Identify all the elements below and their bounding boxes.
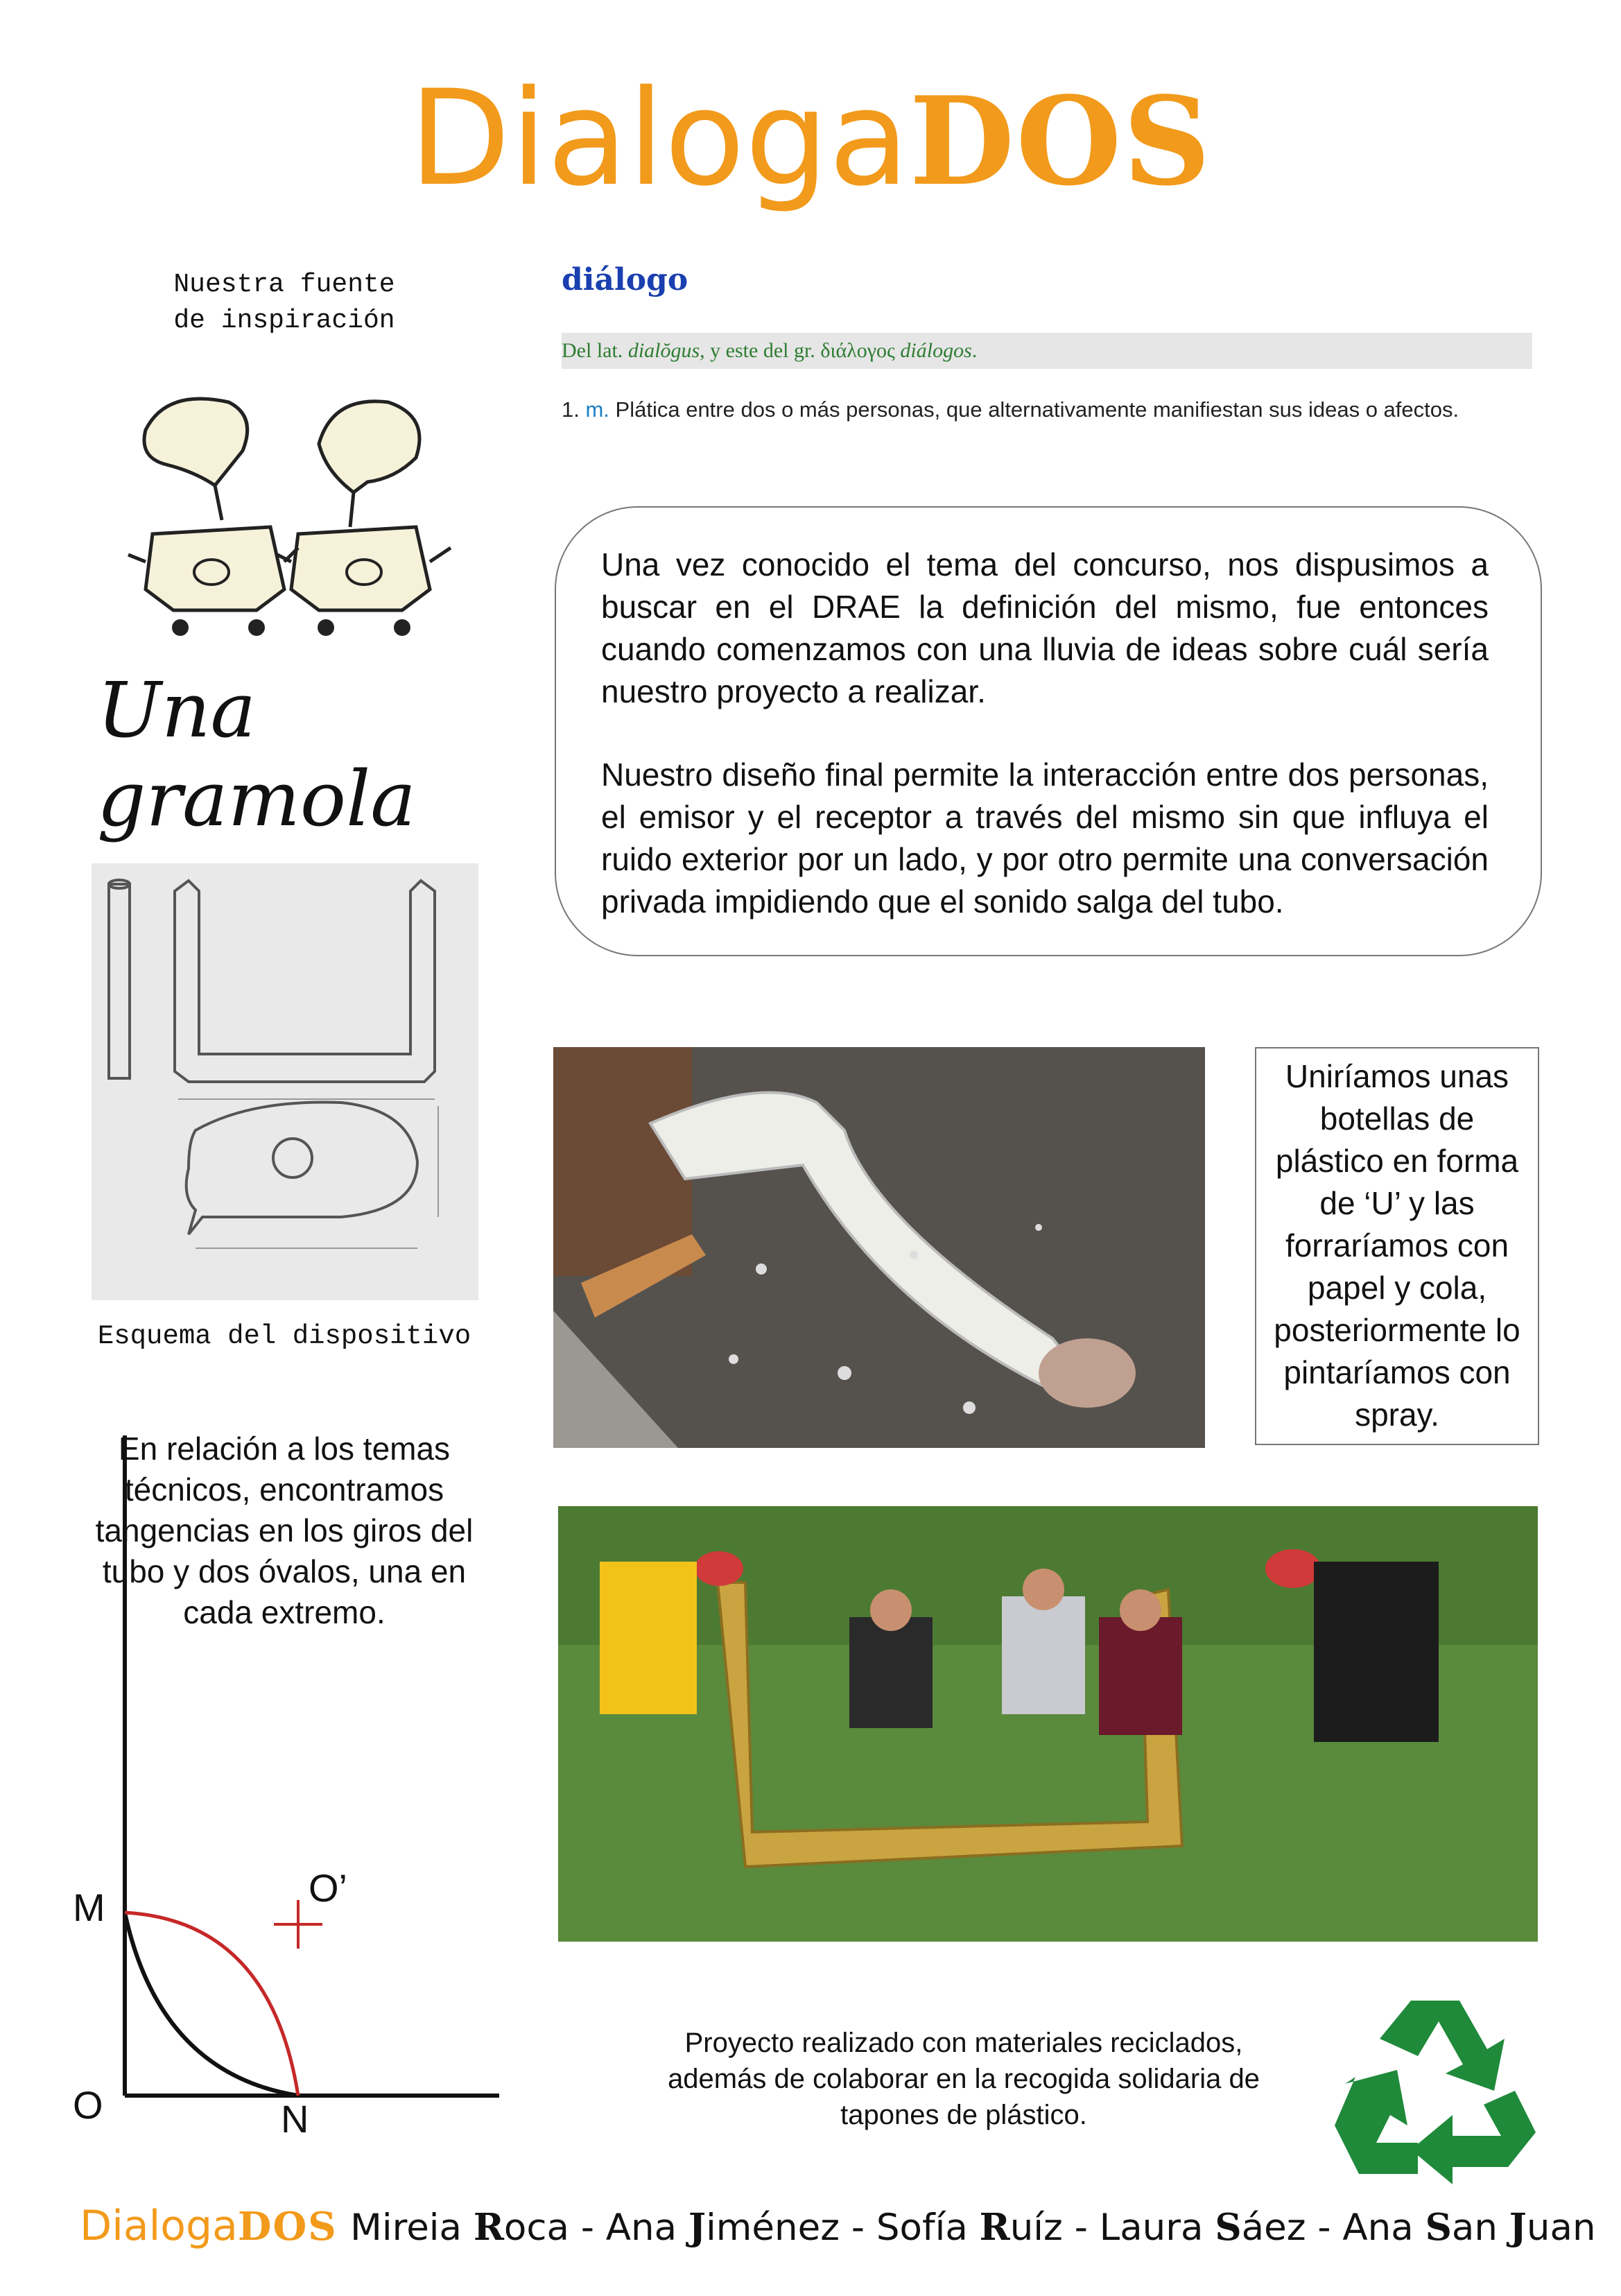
recycle-text: Proyecto realizado con materiales reciclados, además de colaborar en la recogida solidaria de tapones de plástico. [668, 2028, 1260, 2130]
author-2: Ana Jiménez [605, 2206, 840, 2249]
dictionary-sense: 1. m. Plática entre dos o más personas, que alternativamente manifiestan sus ideas o afectos. [562, 397, 1459, 422]
label-o: O [73, 2083, 103, 2127]
inspiration-label: Nuestra fuente de inspiración [173, 270, 395, 336]
label-o-prime: O’ [309, 1866, 347, 1910]
technical-text: En relación a los temas técnicos, encontramos tangencias en los giros del tubo y dos óvalos, una en cada extremo. [95, 1431, 474, 1630]
label-m: M [73, 1885, 105, 1929]
intro-paragraph-1: Una vez conocido el tema del concurso, nos dispusimos a buscar en el DRAE la definición del mismo, fue entonces cuando comenzamos con una lluvia de ideas sobre cuál sería nuestro proyecto a realizar. [601, 546, 1489, 709]
recycle-icon [1328, 1987, 1543, 2188]
footer-logo-light: Dialoga [80, 2202, 238, 2250]
label-n: N [281, 2097, 309, 2136]
photo-group-device-art [558, 1506, 1538, 1942]
photo-bottle-tube [553, 1047, 1205, 1448]
footer [80, 2202, 1596, 2250]
photo-group-device [558, 1506, 1538, 1942]
header-logo [0, 62, 1621, 215]
process-text: Uniríamos unas botellas de plástico en forma de ‘U’ y las forraríamos con papel y cola, posteriormente lo pintaríamos con spray. [1274, 1058, 1520, 1433]
author-4: Laura Sáez [1099, 2206, 1306, 2249]
tangency-diagram [62, 1435, 506, 2136]
process-box [1255, 1047, 1539, 1445]
sketch-caption: Esquema del dispositivo [97, 1321, 471, 1352]
gramola-title: Una gramola [97, 666, 416, 843]
dictionary-etymology: Del lat. dialŏgus, y este del gr. διάλογος diálogos. [562, 333, 1532, 369]
sketch-drawing [92, 863, 478, 1300]
device-sketch [92, 863, 478, 1300]
footer-authors: Mireia Roca - Ana Jiménez - Sofía Ruíz - Laura Sáez - Ana San Juan [350, 2206, 1596, 2249]
photo-bottle-tube-art [553, 1047, 1205, 1448]
intro-bubble [555, 506, 1542, 956]
footer-logo-bold: DOS [237, 2204, 338, 2250]
logo-text-bold: DOS [909, 71, 1213, 213]
gramophone-illustration [125, 388, 458, 659]
author-3: Sofía Ruíz [876, 2206, 1063, 2249]
intro-paragraph-2: Nuestro diseño final permite la interacción entre dos personas, el emisor y el receptor a través del mismo sin que influya el ruido exterior por un lado, y por otro permite una conversación privada impidiendo que el sonido salga del tubo. [601, 757, 1489, 920]
dictionary-headword: diálogo [562, 262, 688, 297]
author-1: Mireia Roca [350, 2206, 569, 2249]
author-5: Ana San Juan [1342, 2206, 1596, 2249]
logo-text-light: Dialoga [408, 62, 910, 215]
